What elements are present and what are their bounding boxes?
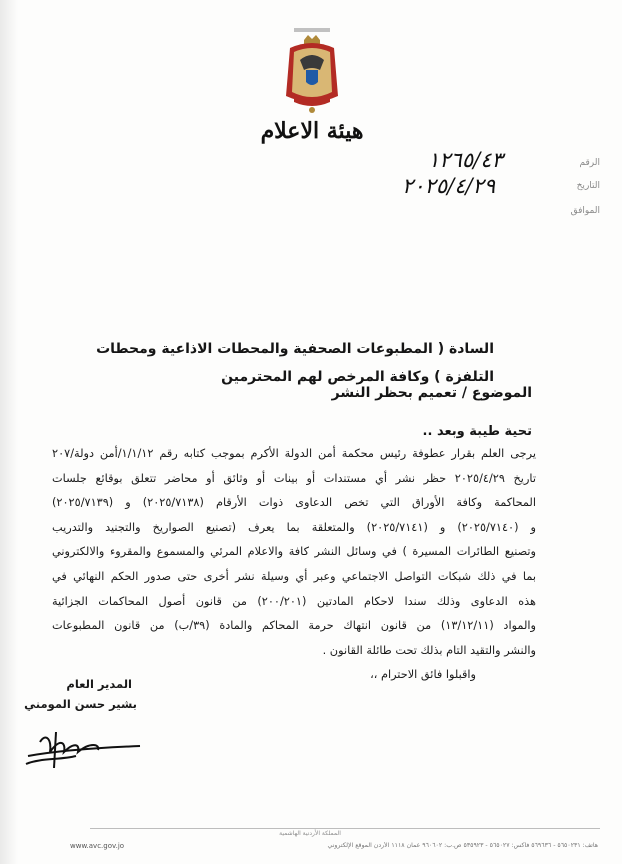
jordan-crest-icon bbox=[280, 26, 344, 116]
greeting: تحية طيبة وبعد .. bbox=[422, 424, 532, 439]
letter-body bbox=[52, 442, 536, 688]
body-line: يرجى العلم بقرار عطوفة رئيس محكمة أمن الدولة الأكرم بموجب كتابه رقم ١/١/١٢/أمن دولة/٢٠٧ bbox=[52, 447, 537, 460]
handwritten-signature bbox=[20, 712, 150, 772]
reference-corresponding-label: الموافق bbox=[570, 206, 600, 216]
recipients-line-1: السادة ( المطبوعات الصحفية والمحطات الاذاعية ومحطات bbox=[96, 341, 494, 357]
organization-name: هيئة الاعلام bbox=[260, 118, 364, 144]
body-line: وتصنيع الطائرات المسيرة ) في وسائل النشر كافة والاعلام المرئي والمسموع والمقروء والالكتروني bbox=[52, 545, 536, 559]
footer-country: المملكة الأردنية الهاشمية bbox=[279, 830, 341, 837]
closing-line: واقبلوا فائق الاحترام ،، bbox=[370, 668, 476, 682]
footer-contact-info: هاتف: ٥٦٥٠٢٣١ - ٥٦٩٦٣٦ فاكس: ٥٦٥٠٢٧ - ٥٣٥٩٢٣ ص.ب: ٩٦٠٦٠٢ عمان ١١١٨ الأردن الموقع الإلكتروني bbox=[327, 842, 598, 849]
signatory-name: بشير حسن المومني bbox=[24, 697, 137, 711]
body-line: و (٢٠٢٥/٧١٤٠) و (٢٠٢٥/٧١٤١) والمتعلقة بما يعرف (تصنيع الصواريخ والتجنيد والتدريب bbox=[52, 520, 536, 534]
reference-date-label: التاريخ bbox=[576, 181, 600, 191]
footer-divider bbox=[90, 828, 600, 829]
body-line: المحاكمة وكافة الأوراق التي تخص الدعاوى ذوات الأرقام (٢٠٢٥/٧١٣٨) و (٢٠٢٥/٧١٣٩) bbox=[52, 496, 536, 510]
reference-date-value: ٢٠٢٥/٤/٢٩ bbox=[402, 174, 496, 198]
reference-block bbox=[380, 148, 600, 228]
scan-edge-shadow bbox=[0, 0, 18, 864]
recipients-line-2: التلفزة ) وكافة المرخص لهم المحترمين bbox=[221, 369, 494, 385]
reference-number-label: الرقم bbox=[579, 158, 600, 168]
signatory-title: المدير العام bbox=[66, 677, 132, 691]
recipients bbox=[96, 335, 494, 391]
subject-line: الموضوع / تعميم بحظر النشر bbox=[331, 385, 532, 401]
footer-website: www.avc.gov.jo bbox=[70, 842, 125, 850]
crest-graphic bbox=[280, 26, 344, 116]
body-line: بما في ذلك شبكات التواصل الاجتماعي وعبر أي وسيلة نشر أخرى حتى صدور الحكم النهائي في bbox=[52, 569, 536, 583]
body-line: تاريخ ٢٠٢٥/٤/٢٩ حظر نشر أي مستندات أو بينات أو وثائق أو محاضر تتعلق بوقائع جلسات bbox=[52, 471, 536, 485]
body-line: والمواد (١٣/١٢/١١) من قانون انتهاك حرمة المحاكم والمادة (٣٩/ب) من قانون المطبوعات bbox=[52, 619, 536, 633]
body-line: هذه الدعاوى وذلك سندا لاحكام المادتين (٢٠٠/٢٠١) من قانون أصول المحاكمات الجزائية bbox=[52, 594, 536, 608]
body-line: والنشر والتقيد التام بذلك تحت طائلة القانون . bbox=[322, 643, 536, 657]
reference-number-value: ١٢٦٥/٤٣ bbox=[428, 148, 503, 172]
